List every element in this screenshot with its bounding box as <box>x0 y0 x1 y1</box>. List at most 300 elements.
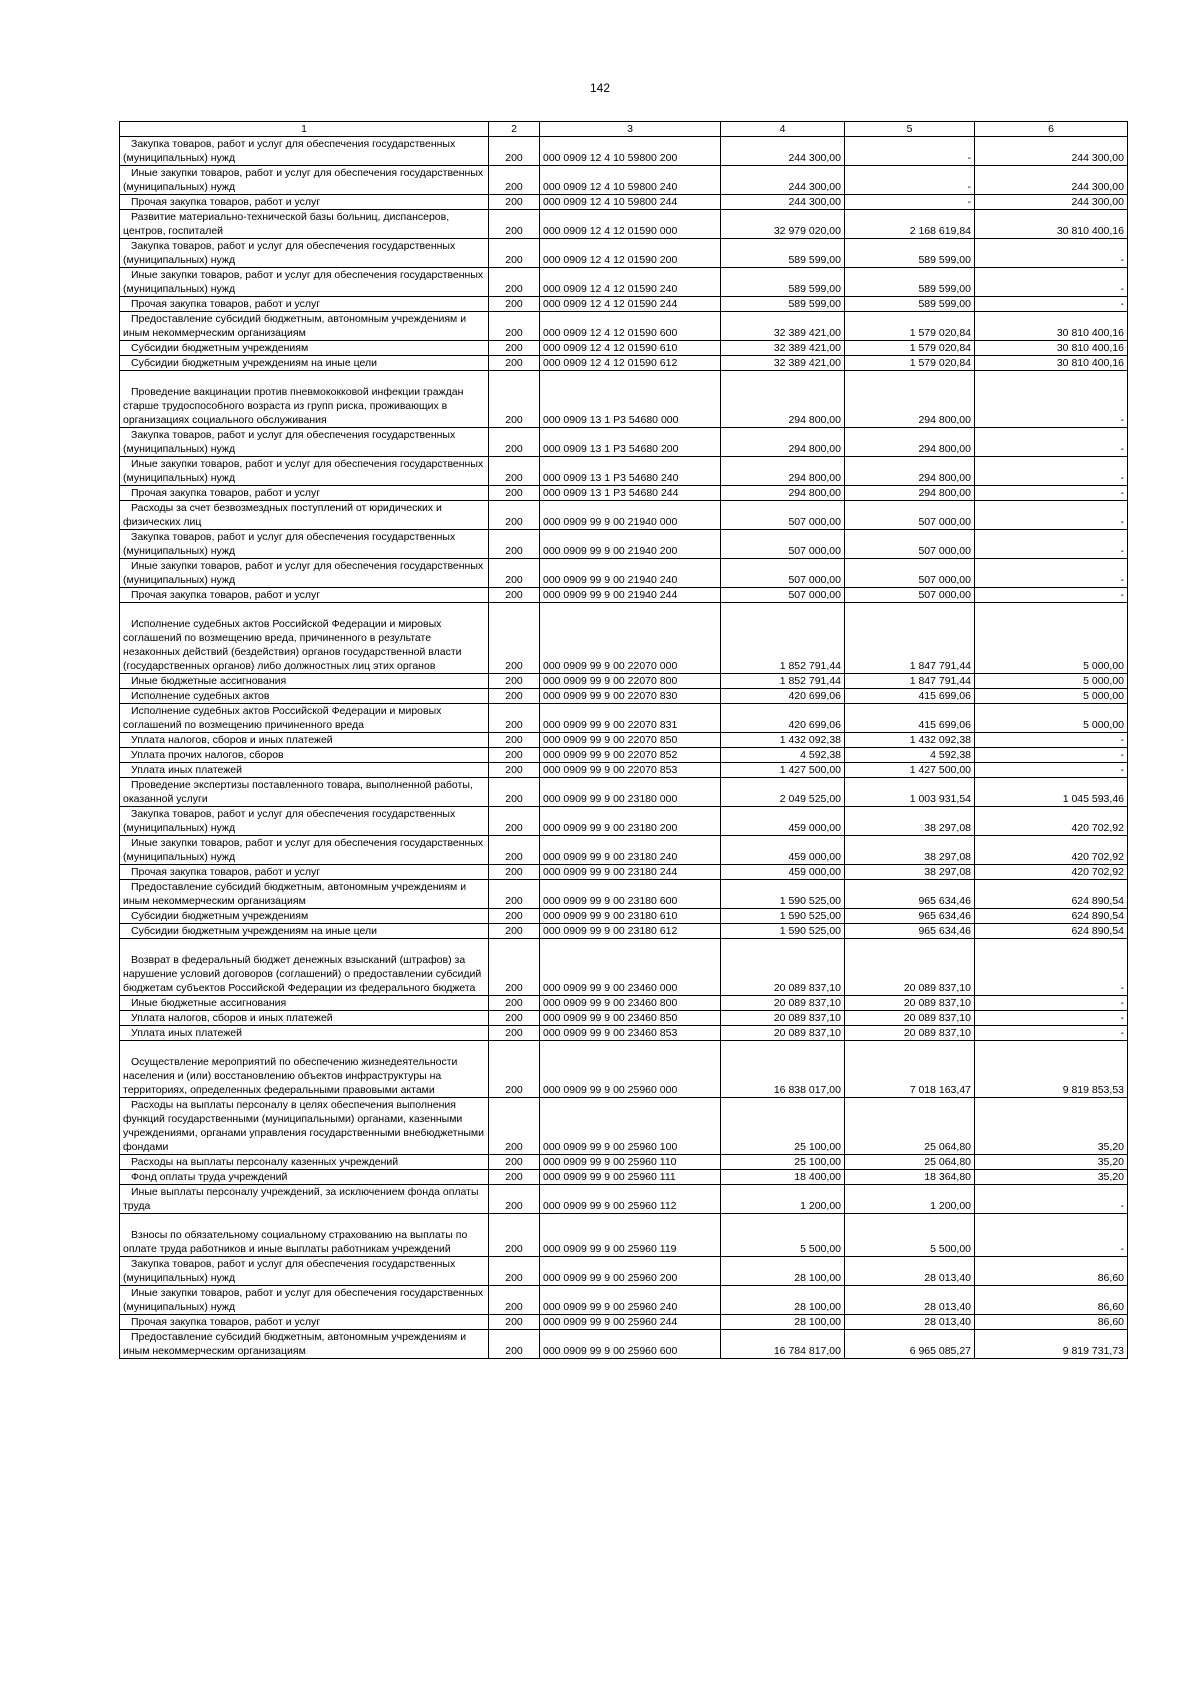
row-remaining-cell: 5 000,00 <box>975 603 1128 674</box>
row-code-cell: 200 <box>489 428 540 457</box>
row-name-cell: Уплата прочих налогов, сборов <box>120 748 489 763</box>
row-remaining-cell: - <box>975 297 1128 312</box>
row-approved-cell: 294 800,00 <box>721 428 845 457</box>
row-name-cell: Субсидии бюджетным учреждениям <box>120 341 489 356</box>
row-executed-cell: 589 599,00 <box>845 297 975 312</box>
row-code-cell: 200 <box>489 924 540 939</box>
table-row <box>120 312 1128 341</box>
row-name-cell: Предоставление субсидий бюджетным, автономным учреждениям и иным некоммерческим организациям <box>120 312 489 341</box>
row-classification-cell: 000 0909 99 9 00 21940 000 <box>540 501 721 530</box>
row-name-cell: Закупка товаров, работ и услуг для обеспечения государственных (муниципальных) нужд <box>120 428 489 457</box>
row-classification-cell: 000 0909 99 9 00 25960 100 <box>540 1098 721 1155</box>
row-name-cell: Уплата иных платежей <box>120 1026 489 1041</box>
row-code-cell: 200 <box>489 1098 540 1155</box>
row-classification-cell: 000 0909 99 9 00 21940 200 <box>540 530 721 559</box>
row-approved-cell: 294 800,00 <box>721 371 845 428</box>
row-code-cell: 200 <box>489 297 540 312</box>
row-code-cell: 200 <box>489 939 540 996</box>
row-code-cell: 200 <box>489 1214 540 1257</box>
table-row <box>120 486 1128 501</box>
row-executed-cell: 28 013,40 <box>845 1286 975 1315</box>
row-classification-cell: 000 0909 99 9 00 23180 240 <box>540 836 721 865</box>
row-classification-cell: 000 0909 99 9 00 23460 850 <box>540 1011 721 1026</box>
row-executed-cell: 20 089 837,10 <box>845 939 975 996</box>
row-approved-cell: 20 089 837,10 <box>721 1026 845 1041</box>
row-remaining-cell: - <box>975 763 1128 778</box>
row-remaining-cell: 420 702,92 <box>975 836 1128 865</box>
row-remaining-cell: 30 810 400,16 <box>975 356 1128 371</box>
table-row <box>120 807 1128 836</box>
table-row <box>120 371 1128 428</box>
row-code-cell: 200 <box>489 836 540 865</box>
row-approved-cell: 1 432 092,38 <box>721 733 845 748</box>
header-cell: 4 <box>721 122 845 137</box>
row-approved-cell: 459 000,00 <box>721 865 845 880</box>
row-remaining-cell: - <box>975 501 1128 530</box>
row-name-cell: Прочая закупка товаров, работ и услуг <box>120 297 489 312</box>
row-name-cell: Закупка товаров, работ и услуг для обеспечения государственных (муниципальных) нужд <box>120 807 489 836</box>
table-row <box>120 1026 1128 1041</box>
row-code-cell: 200 <box>489 909 540 924</box>
row-remaining-cell: 35,20 <box>975 1170 1128 1185</box>
row-name-cell: Уплата налогов, сборов и иных платежей <box>120 1011 489 1026</box>
row-approved-cell: 589 599,00 <box>721 239 845 268</box>
row-classification-cell: 000 0909 99 9 00 25960 200 <box>540 1257 721 1286</box>
row-remaining-cell: 244 300,00 <box>975 137 1128 166</box>
row-code-cell: 200 <box>489 341 540 356</box>
row-name-cell: Взносы по обязательному социальному страхованию на выплаты по оплате труда работников и иные выплаты работникам учреждений <box>120 1214 489 1257</box>
row-name-cell: Субсидии бюджетным учреждениям на иные цели <box>120 924 489 939</box>
row-code-cell: 200 <box>489 457 540 486</box>
row-remaining-cell: - <box>975 428 1128 457</box>
row-classification-cell: 000 0909 99 9 00 25960 112 <box>540 1185 721 1214</box>
row-code-cell: 200 <box>489 807 540 836</box>
row-remaining-cell: 86,60 <box>975 1257 1128 1286</box>
row-executed-cell: 589 599,00 <box>845 268 975 297</box>
table-row <box>120 1041 1128 1098</box>
row-executed-cell: 38 297,08 <box>845 807 975 836</box>
table-row <box>120 1330 1128 1359</box>
table-row <box>120 1011 1128 1026</box>
row-remaining-cell: - <box>975 996 1128 1011</box>
row-remaining-cell: - <box>975 559 1128 588</box>
row-code-cell: 200 <box>489 588 540 603</box>
table-row <box>120 166 1128 195</box>
table-row <box>120 428 1128 457</box>
row-classification-cell: 000 0909 13 1 P3 54680 200 <box>540 428 721 457</box>
row-executed-cell: 20 089 837,10 <box>845 996 975 1011</box>
row-approved-cell: 32 979 020,00 <box>721 210 845 239</box>
table-row <box>120 836 1128 865</box>
row-executed-cell: - <box>845 137 975 166</box>
row-name-cell: Расходы на выплаты персоналу казенных учреждений <box>120 1155 489 1170</box>
row-name-cell: Уплата налогов, сборов и иных платежей <box>120 733 489 748</box>
row-executed-cell: 1 579 020,84 <box>845 356 975 371</box>
row-executed-cell: 415 699,06 <box>845 689 975 704</box>
row-code-cell: 200 <box>489 356 540 371</box>
row-remaining-cell: - <box>975 588 1128 603</box>
row-remaining-cell: 420 702,92 <box>975 865 1128 880</box>
row-classification-cell: 000 0909 99 9 00 25960 600 <box>540 1330 721 1359</box>
row-name-cell: Иные закупки товаров, работ и услуг для обеспечения государственных (муниципальных) нужд <box>120 457 489 486</box>
row-approved-cell: 244 300,00 <box>721 166 845 195</box>
row-executed-cell: 38 297,08 <box>845 865 975 880</box>
row-approved-cell: 28 100,00 <box>721 1257 845 1286</box>
table-row <box>120 1185 1128 1214</box>
row-code-cell: 200 <box>489 371 540 428</box>
row-classification-cell: 000 0909 99 9 00 25960 111 <box>540 1170 721 1185</box>
table-row <box>120 763 1128 778</box>
row-name-cell: Иные закупки товаров, работ и услуг для обеспечения государственных (муниципальных) нужд <box>120 1286 489 1315</box>
row-name-cell: Иные закупки товаров, работ и услуг для обеспечения государственных (муниципальных) нужд <box>120 268 489 297</box>
row-remaining-cell: - <box>975 1185 1128 1214</box>
row-executed-cell: 20 089 837,10 <box>845 1011 975 1026</box>
row-executed-cell: 507 000,00 <box>845 588 975 603</box>
row-approved-cell: 1 200,00 <box>721 1185 845 1214</box>
row-code-cell: 200 <box>489 239 540 268</box>
row-code-cell: 200 <box>489 530 540 559</box>
row-classification-cell: 000 0909 99 9 00 22070 850 <box>540 733 721 748</box>
row-approved-cell: 459 000,00 <box>721 836 845 865</box>
row-code-cell: 200 <box>489 1315 540 1330</box>
row-classification-cell: 000 0909 12 4 12 01590 244 <box>540 297 721 312</box>
row-remaining-cell: - <box>975 1026 1128 1041</box>
header-cell: 6 <box>975 122 1128 137</box>
row-executed-cell: 4 592,38 <box>845 748 975 763</box>
row-approved-cell: 420 699,06 <box>721 704 845 733</box>
row-remaining-cell: - <box>975 939 1128 996</box>
table-row <box>120 996 1128 1011</box>
row-code-cell: 200 <box>489 689 540 704</box>
page-number: 142 <box>589 81 611 95</box>
table-row <box>120 457 1128 486</box>
row-approved-cell: 32 389 421,00 <box>721 341 845 356</box>
row-executed-cell: 1 847 791,44 <box>845 603 975 674</box>
row-classification-cell: 000 0909 12 4 12 01590 200 <box>540 239 721 268</box>
row-code-cell: 200 <box>489 733 540 748</box>
row-approved-cell: 294 800,00 <box>721 486 845 501</box>
table-row <box>120 865 1128 880</box>
row-classification-cell: 000 0909 99 9 00 21940 244 <box>540 588 721 603</box>
row-classification-cell: 000 0909 12 4 12 01590 240 <box>540 268 721 297</box>
row-code-cell: 200 <box>489 210 540 239</box>
row-remaining-cell: - <box>975 371 1128 428</box>
row-approved-cell: 507 000,00 <box>721 559 845 588</box>
row-code-cell: 200 <box>489 603 540 674</box>
row-code-cell: 200 <box>489 674 540 689</box>
row-approved-cell: 16 838 017,00 <box>721 1041 845 1098</box>
row-approved-cell: 1 852 791,44 <box>721 674 845 689</box>
row-approved-cell: 32 389 421,00 <box>721 312 845 341</box>
row-name-cell: Проведение экспертизы поставленного товара, выполненной работы, оказанной услуги <box>120 778 489 807</box>
row-name-cell: Расходы за счет безвозмездных поступлений от юридических и физических лиц <box>120 501 489 530</box>
row-code-cell: 200 <box>489 865 540 880</box>
row-code-cell: 200 <box>489 778 540 807</box>
row-remaining-cell: - <box>975 530 1128 559</box>
row-executed-cell: - <box>845 166 975 195</box>
row-executed-cell: 965 634,46 <box>845 924 975 939</box>
row-executed-cell: 294 800,00 <box>845 457 975 486</box>
row-code-cell: 200 <box>489 1170 540 1185</box>
row-code-cell: 200 <box>489 195 540 210</box>
row-code-cell: 200 <box>489 1011 540 1026</box>
row-remaining-cell: 35,20 <box>975 1098 1128 1155</box>
row-name-cell: Закупка товаров, работ и услуг для обеспечения государственных (муниципальных) нужд <box>120 239 489 268</box>
row-name-cell: Предоставление субсидий бюджетным, автономным учреждениям и иным некоммерческим организациям <box>120 880 489 909</box>
row-remaining-cell: 9 819 731,73 <box>975 1330 1128 1359</box>
row-remaining-cell: - <box>975 268 1128 297</box>
row-approved-cell: 20 089 837,10 <box>721 996 845 1011</box>
table-row <box>120 1315 1128 1330</box>
row-name-cell: Закупка товаров, работ и услуг для обеспечения государственных (муниципальных) нужд <box>120 137 489 166</box>
row-executed-cell: 507 000,00 <box>845 501 975 530</box>
row-executed-cell: 415 699,06 <box>845 704 975 733</box>
row-remaining-cell: 86,60 <box>975 1315 1128 1330</box>
row-approved-cell: 1 852 791,44 <box>721 603 845 674</box>
row-approved-cell: 25 100,00 <box>721 1155 845 1170</box>
row-code-cell: 200 <box>489 1185 540 1214</box>
row-classification-cell: 000 0909 13 1 P3 54680 244 <box>540 486 721 501</box>
row-executed-cell: 965 634,46 <box>845 909 975 924</box>
table-row <box>120 268 1128 297</box>
row-classification-cell: 000 0909 12 4 10 59800 240 <box>540 166 721 195</box>
row-code-cell: 200 <box>489 763 540 778</box>
row-code-cell: 200 <box>489 1286 540 1315</box>
row-code-cell: 200 <box>489 137 540 166</box>
row-executed-cell: 1 432 092,38 <box>845 733 975 748</box>
header-cell: 1 <box>120 122 489 137</box>
row-code-cell: 200 <box>489 268 540 297</box>
table-row <box>120 1098 1128 1155</box>
row-remaining-cell: - <box>975 486 1128 501</box>
row-classification-cell: 000 0909 99 9 00 22070 853 <box>540 763 721 778</box>
row-executed-cell: 507 000,00 <box>845 559 975 588</box>
table-row <box>120 341 1128 356</box>
row-name-cell: Развитие материально-технической базы больниц, диспансеров, центров, госпиталей <box>120 210 489 239</box>
table-row <box>120 909 1128 924</box>
row-name-cell: Фонд оплаты труда учреждений <box>120 1170 489 1185</box>
row-name-cell: Прочая закупка товаров, работ и услуг <box>120 588 489 603</box>
row-classification-cell: 000 0909 99 9 00 23180 244 <box>540 865 721 880</box>
row-approved-cell: 244 300,00 <box>721 195 845 210</box>
row-classification-cell: 000 0909 99 9 00 23180 200 <box>540 807 721 836</box>
row-executed-cell: 965 634,46 <box>845 880 975 909</box>
row-classification-cell: 000 0909 99 9 00 23180 610 <box>540 909 721 924</box>
row-code-cell: 200 <box>489 704 540 733</box>
row-executed-cell: - <box>845 195 975 210</box>
row-classification-cell: 000 0909 99 9 00 23180 000 <box>540 778 721 807</box>
row-executed-cell: 589 599,00 <box>845 239 975 268</box>
row-approved-cell: 420 699,06 <box>721 689 845 704</box>
row-name-cell: Прочая закупка товаров, работ и услуг <box>120 195 489 210</box>
row-classification-cell: 000 0909 99 9 00 23180 600 <box>540 880 721 909</box>
table-row <box>120 674 1128 689</box>
table-row <box>120 1155 1128 1170</box>
row-classification-cell: 000 0909 12 4 12 01590 000 <box>540 210 721 239</box>
header-cell: 2 <box>489 122 540 137</box>
row-executed-cell: 1 579 020,84 <box>845 312 975 341</box>
row-classification-cell: 000 0909 12 4 10 59800 244 <box>540 195 721 210</box>
row-code-cell: 200 <box>489 748 540 763</box>
row-remaining-cell: 30 810 400,16 <box>975 312 1128 341</box>
row-remaining-cell: - <box>975 748 1128 763</box>
table-row <box>120 297 1128 312</box>
row-classification-cell: 000 0909 12 4 12 01590 612 <box>540 356 721 371</box>
table-body <box>120 122 1128 1359</box>
row-classification-cell: 000 0909 99 9 00 23460 000 <box>540 939 721 996</box>
row-name-cell: Иные закупки товаров, работ и услуг для обеспечения государственных (муниципальных) нужд <box>120 836 489 865</box>
row-executed-cell: 1 200,00 <box>845 1185 975 1214</box>
row-approved-cell: 1 590 525,00 <box>721 924 845 939</box>
table-row <box>120 748 1128 763</box>
row-executed-cell: 7 018 163,47 <box>845 1041 975 1098</box>
row-classification-cell: 000 0909 12 4 12 01590 600 <box>540 312 721 341</box>
row-classification-cell: 000 0909 99 9 00 25960 000 <box>540 1041 721 1098</box>
row-classification-cell: 000 0909 99 9 00 22070 831 <box>540 704 721 733</box>
row-classification-cell: 000 0909 99 9 00 25960 240 <box>540 1286 721 1315</box>
row-remaining-cell: 1 045 593,46 <box>975 778 1128 807</box>
table-row <box>120 778 1128 807</box>
row-name-cell: Иные выплаты персоналу учреждений, за исключением фонда оплаты труда <box>120 1185 489 1214</box>
row-remaining-cell: - <box>975 1011 1128 1026</box>
row-name-cell: Иные бюджетные ассигнования <box>120 996 489 1011</box>
table-row <box>120 137 1128 166</box>
row-name-cell: Исполнение судебных актов Российской Федерации и мировых соглашений по возмещению причиненного вреда <box>120 704 489 733</box>
row-executed-cell: 1 427 500,00 <box>845 763 975 778</box>
row-approved-cell: 294 800,00 <box>721 457 845 486</box>
table-row <box>120 195 1128 210</box>
row-remaining-cell: 624 890,54 <box>975 880 1128 909</box>
row-approved-cell: 32 389 421,00 <box>721 356 845 371</box>
row-approved-cell: 507 000,00 <box>721 501 845 530</box>
row-executed-cell: 294 800,00 <box>845 371 975 428</box>
row-approved-cell: 20 089 837,10 <box>721 939 845 996</box>
table-row <box>120 603 1128 674</box>
row-remaining-cell: 244 300,00 <box>975 195 1128 210</box>
row-approved-cell: 2 049 525,00 <box>721 778 845 807</box>
row-remaining-cell: - <box>975 733 1128 748</box>
row-code-cell: 200 <box>489 312 540 341</box>
row-name-cell: Иные закупки товаров, работ и услуг для обеспечения государственных (муниципальных) нужд <box>120 559 489 588</box>
row-code-cell: 200 <box>489 501 540 530</box>
table-row <box>120 239 1128 268</box>
row-executed-cell: 507 000,00 <box>845 530 975 559</box>
row-approved-cell: 1 590 525,00 <box>721 880 845 909</box>
row-name-cell: Расходы на выплаты персоналу в целях обеспечения выполнения функций государственными (муниципальными) органами, казенными учреждениями, органами управления государственными внебюджетными фондами <box>120 1098 489 1155</box>
row-executed-cell: 28 013,40 <box>845 1257 975 1286</box>
row-code-cell: 200 <box>489 559 540 588</box>
row-approved-cell: 28 100,00 <box>721 1315 845 1330</box>
table-row <box>120 588 1128 603</box>
row-approved-cell: 4 592,38 <box>721 748 845 763</box>
row-classification-cell: 000 0909 99 9 00 23460 853 <box>540 1026 721 1041</box>
row-executed-cell: 294 800,00 <box>845 486 975 501</box>
row-classification-cell: 000 0909 12 4 10 59800 200 <box>540 137 721 166</box>
row-executed-cell: 1 579 020,84 <box>845 341 975 356</box>
row-name-cell: Прочая закупка товаров, работ и услуг <box>120 865 489 880</box>
row-classification-cell: 000 0909 13 1 P3 54680 240 <box>540 457 721 486</box>
row-remaining-cell: - <box>975 239 1128 268</box>
row-remaining-cell: 244 300,00 <box>975 166 1128 195</box>
row-code-cell: 200 <box>489 880 540 909</box>
row-name-cell: Осуществление мероприятий по обеспечению жизнедеятельности населения и (или) восстановлению объектов инфраструктуры на территориях, определенных федеральными правовыми актами <box>120 1041 489 1098</box>
row-remaining-cell: - <box>975 1214 1128 1257</box>
row-remaining-cell: 35,20 <box>975 1155 1128 1170</box>
row-name-cell: Закупка товаров, работ и услуг для обеспечения государственных (муниципальных) нужд <box>120 530 489 559</box>
row-executed-cell: 20 089 837,10 <box>845 1026 975 1041</box>
row-remaining-cell: 624 890,54 <box>975 909 1128 924</box>
row-remaining-cell: 30 810 400,16 <box>975 341 1128 356</box>
row-name-cell: Возврат в федеральный бюджет денежных взысканий (штрафов) за нарушение условий договоров (соглашений) о предоставлении субсидий бюджетам субъектов Российской Федерации из федерального бюджета <box>120 939 489 996</box>
row-approved-cell: 25 100,00 <box>721 1098 845 1155</box>
row-remaining-cell: 5 000,00 <box>975 689 1128 704</box>
table-row <box>120 939 1128 996</box>
row-executed-cell: 6 965 085,27 <box>845 1330 975 1359</box>
row-code-cell: 200 <box>489 166 540 195</box>
row-code-cell: 200 <box>489 996 540 1011</box>
row-name-cell: Закупка товаров, работ и услуг для обеспечения государственных (муниципальных) нужд <box>120 1257 489 1286</box>
row-code-cell: 200 <box>489 1155 540 1170</box>
row-approved-cell: 507 000,00 <box>721 530 845 559</box>
table-row <box>120 1257 1128 1286</box>
row-approved-cell: 244 300,00 <box>721 137 845 166</box>
row-classification-cell: 000 0909 99 9 00 22070 000 <box>540 603 721 674</box>
row-approved-cell: 16 784 817,00 <box>721 1330 845 1359</box>
row-name-cell: Предоставление субсидий бюджетным, автономным учреждениям и иным некоммерческим организациям <box>120 1330 489 1359</box>
row-classification-cell: 000 0909 99 9 00 22070 852 <box>540 748 721 763</box>
row-classification-cell: 000 0909 99 9 00 25960 110 <box>540 1155 721 1170</box>
row-executed-cell: 28 013,40 <box>845 1315 975 1330</box>
table-row <box>120 689 1128 704</box>
table-row <box>120 530 1128 559</box>
row-remaining-cell: 5 000,00 <box>975 674 1128 689</box>
row-code-cell: 200 <box>489 486 540 501</box>
table-row <box>120 1170 1128 1185</box>
row-approved-cell: 18 400,00 <box>721 1170 845 1185</box>
row-name-cell: Прочая закупка товаров, работ и услуг <box>120 486 489 501</box>
row-code-cell: 200 <box>489 1026 540 1041</box>
row-approved-cell: 507 000,00 <box>721 588 845 603</box>
row-approved-cell: 28 100,00 <box>721 1286 845 1315</box>
row-approved-cell: 459 000,00 <box>721 807 845 836</box>
row-classification-cell: 000 0909 99 9 00 22070 800 <box>540 674 721 689</box>
row-approved-cell: 589 599,00 <box>721 297 845 312</box>
header-cell: 5 <box>845 122 975 137</box>
row-executed-cell: 2 168 619,84 <box>845 210 975 239</box>
table-row <box>120 356 1128 371</box>
row-name-cell: Прочая закупка товаров, работ и услуг <box>120 1315 489 1330</box>
row-name-cell: Уплата иных платежей <box>120 763 489 778</box>
row-executed-cell: 5 500,00 <box>845 1214 975 1257</box>
row-executed-cell: 294 800,00 <box>845 428 975 457</box>
row-executed-cell: 25 064,80 <box>845 1098 975 1155</box>
row-remaining-cell: 30 810 400,16 <box>975 210 1128 239</box>
row-classification-cell: 000 0909 99 9 00 23460 800 <box>540 996 721 1011</box>
row-executed-cell: 38 297,08 <box>845 836 975 865</box>
row-approved-cell: 589 599,00 <box>721 268 845 297</box>
row-name-cell: Иные закупки товаров, работ и услуг для обеспечения государственных (муниципальных) нужд <box>120 166 489 195</box>
row-name-cell: Исполнение судебных актов <box>120 689 489 704</box>
row-classification-cell: 000 0909 99 9 00 22070 830 <box>540 689 721 704</box>
table-row <box>120 924 1128 939</box>
row-name-cell: Проведение вакцинации против пневмококковой инфекции граждан старше трудоспособного возраста из групп риска, проживающих в организациях социального обслуживания <box>120 371 489 428</box>
row-name-cell: Исполнение судебных актов Российской Федерации и мировых соглашений по возмещению вреда, причиненного в результате незаконных действий (бездействия) органов государственной власти (государственных органов) либо должностных лиц этих органов <box>120 603 489 674</box>
row-executed-cell: 25 064,80 <box>845 1155 975 1170</box>
row-remaining-cell: 9 819 853,53 <box>975 1041 1128 1098</box>
row-approved-cell: 5 500,00 <box>721 1214 845 1257</box>
budget-table <box>119 121 1128 1359</box>
row-remaining-cell: 86,60 <box>975 1286 1128 1315</box>
